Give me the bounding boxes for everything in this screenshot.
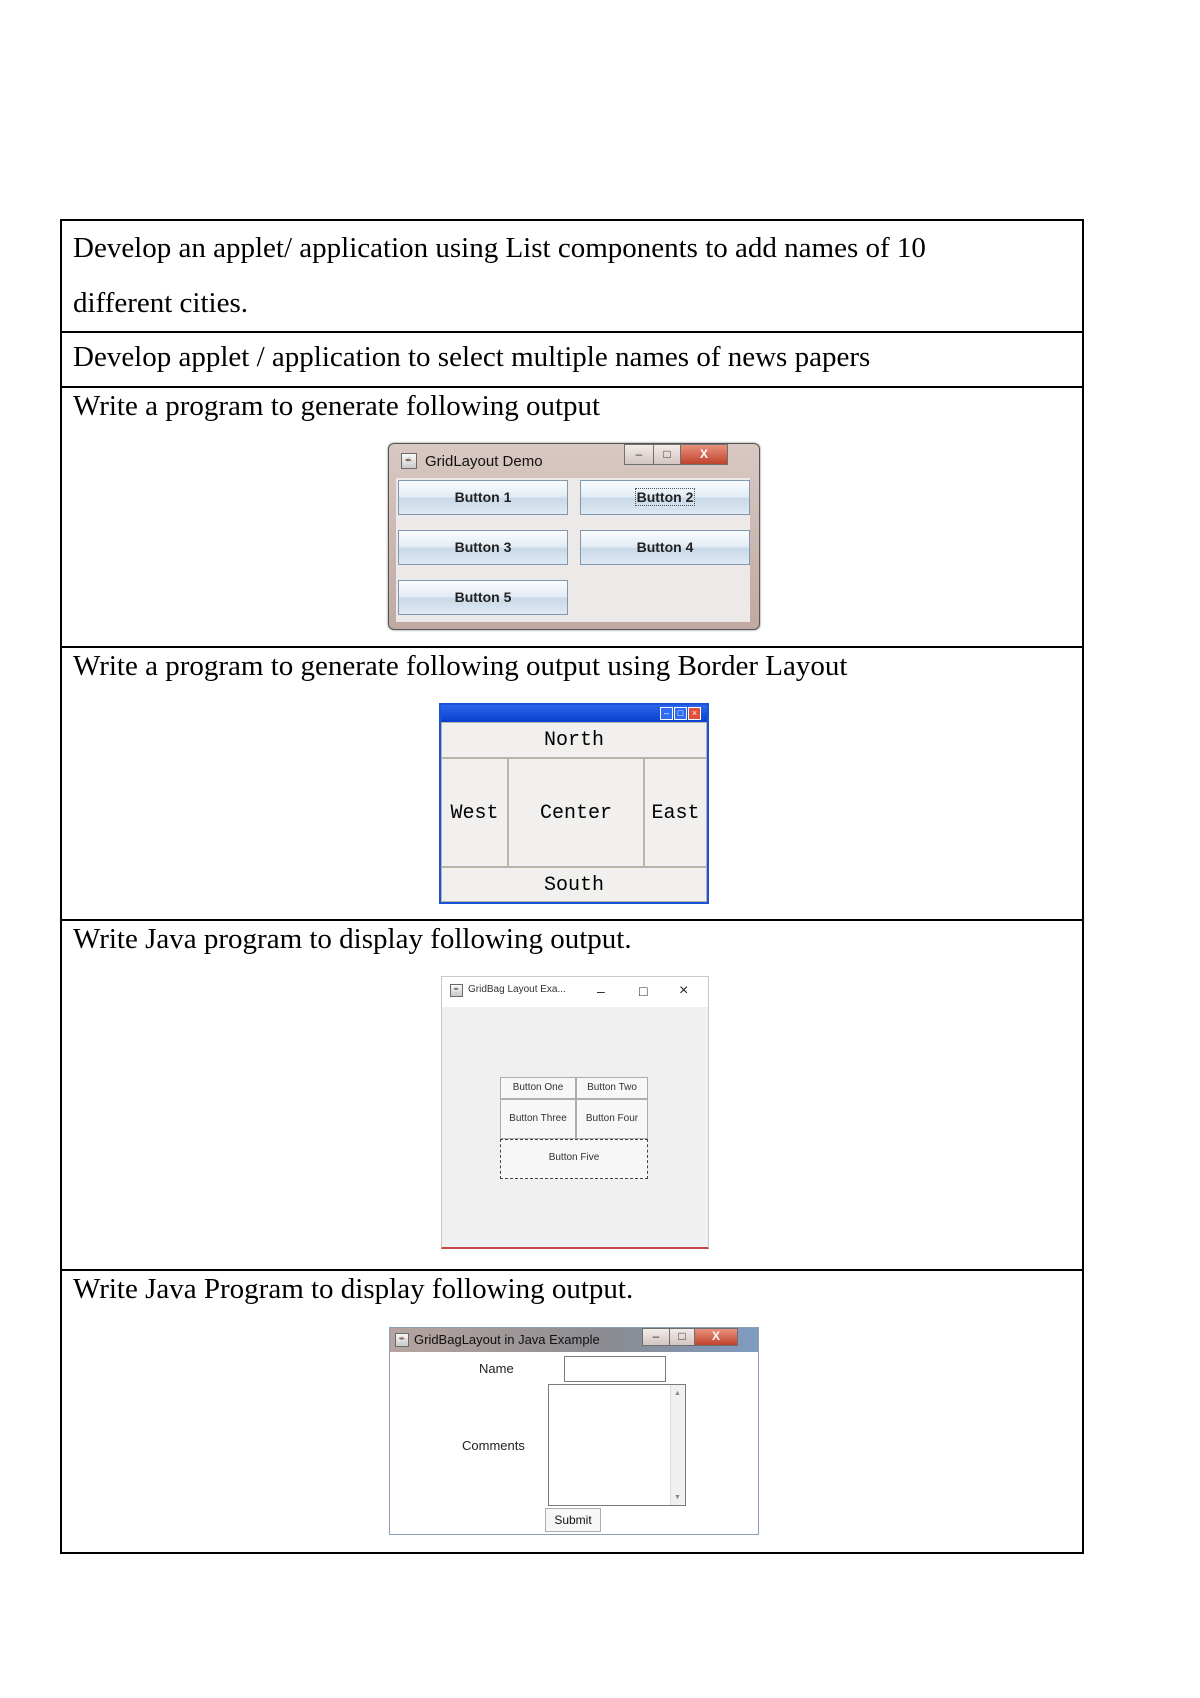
maximize-button[interactable]: □ — [639, 983, 648, 999]
button-five[interactable]: Button Five — [500, 1139, 648, 1179]
close-button[interactable]: X — [680, 444, 728, 465]
minimize-button[interactable]: – — [597, 983, 605, 999]
close-button[interactable]: × — [679, 982, 689, 999]
comments-textarea[interactable] — [548, 1384, 686, 1506]
name-label: Name — [479, 1361, 514, 1376]
north-button[interactable]: North — [441, 722, 707, 758]
table-row — [62, 388, 1082, 648]
button-label: Button 3 — [454, 539, 512, 555]
java-app-icon: ☕ — [401, 453, 417, 469]
button-label: Button 4 — [636, 539, 694, 555]
scroll-up-icon[interactable]: ▲ — [674, 1389, 681, 1397]
task-text: Develop applet / application to select multiple names of news papers — [73, 341, 871, 373]
window-title: GridLayout Demo — [425, 453, 543, 470]
button-label: Button 2 — [636, 489, 694, 505]
task-text: Write a program to generate following output — [73, 390, 601, 422]
button-1[interactable] — [398, 480, 568, 515]
gridbag-layout-window — [441, 976, 709, 1249]
west-button[interactable]: West — [441, 758, 508, 867]
scroll-down-icon[interactable]: ▼ — [674, 1493, 681, 1501]
java-app-icon: ☕ — [450, 984, 463, 997]
task-text: Write Java Program to display following output. — [73, 1273, 634, 1305]
maximize-button[interactable]: □ — [669, 1328, 695, 1346]
close-button[interactable]: X — [694, 1328, 738, 1346]
submit-button[interactable]: Submit — [545, 1508, 601, 1532]
maximize-button[interactable]: □ — [653, 444, 681, 465]
task-text: Write a program to generate following output using Border Layout — [73, 650, 848, 682]
title-bar — [441, 705, 707, 722]
gridbag-form-window — [389, 1327, 759, 1535]
button-label: Button 5 — [454, 589, 512, 605]
button-5[interactable] — [398, 580, 568, 615]
comments-label: Comments — [462, 1438, 525, 1453]
window-client-area — [396, 478, 750, 622]
window-title: GridBagLayout in Java Example — [414, 1332, 600, 1347]
button-4[interactable] — [580, 530, 750, 565]
button-2[interactable] — [580, 480, 750, 515]
task-text: Develop an applet/ application using List components to add names of 10 — [73, 232, 926, 264]
button-two[interactable]: Button Two — [576, 1077, 648, 1099]
south-button[interactable]: South — [441, 867, 707, 902]
button-four[interactable]: Button Four — [576, 1099, 648, 1139]
close-button[interactable]: × — [688, 707, 701, 720]
task-table — [60, 219, 1084, 1554]
name-field[interactable] — [564, 1356, 666, 1382]
borderlayout-window — [439, 703, 709, 904]
east-button[interactable]: East — [644, 758, 707, 867]
button-label: Button 1 — [454, 489, 512, 505]
title-bar — [390, 1328, 758, 1352]
java-app-icon: ☕ — [395, 1333, 409, 1347]
gridlayout-demo-window — [388, 443, 760, 630]
minimize-button[interactable]: – — [660, 707, 673, 720]
button-three[interactable]: Button Three — [500, 1099, 576, 1139]
table-row — [62, 921, 1082, 1271]
task-text: different cities. — [73, 287, 249, 319]
button-3[interactable] — [398, 530, 568, 565]
minimize-button[interactable]: – — [624, 444, 654, 465]
center-button[interactable]: Center — [508, 758, 644, 867]
minimize-button[interactable]: – — [642, 1328, 670, 1346]
task-text: Write Java program to display following output. — [73, 923, 632, 955]
maximize-button[interactable]: □ — [674, 707, 687, 720]
button-one[interactable]: Button One — [500, 1077, 576, 1099]
table-row — [62, 1271, 1082, 1554]
vertical-scrollbar[interactable] — [670, 1385, 685, 1505]
table-row — [62, 648, 1082, 921]
title-bar — [442, 977, 708, 1007]
window-title: GridBag Layout Exa... — [468, 984, 566, 995]
table-row — [62, 221, 1082, 333]
